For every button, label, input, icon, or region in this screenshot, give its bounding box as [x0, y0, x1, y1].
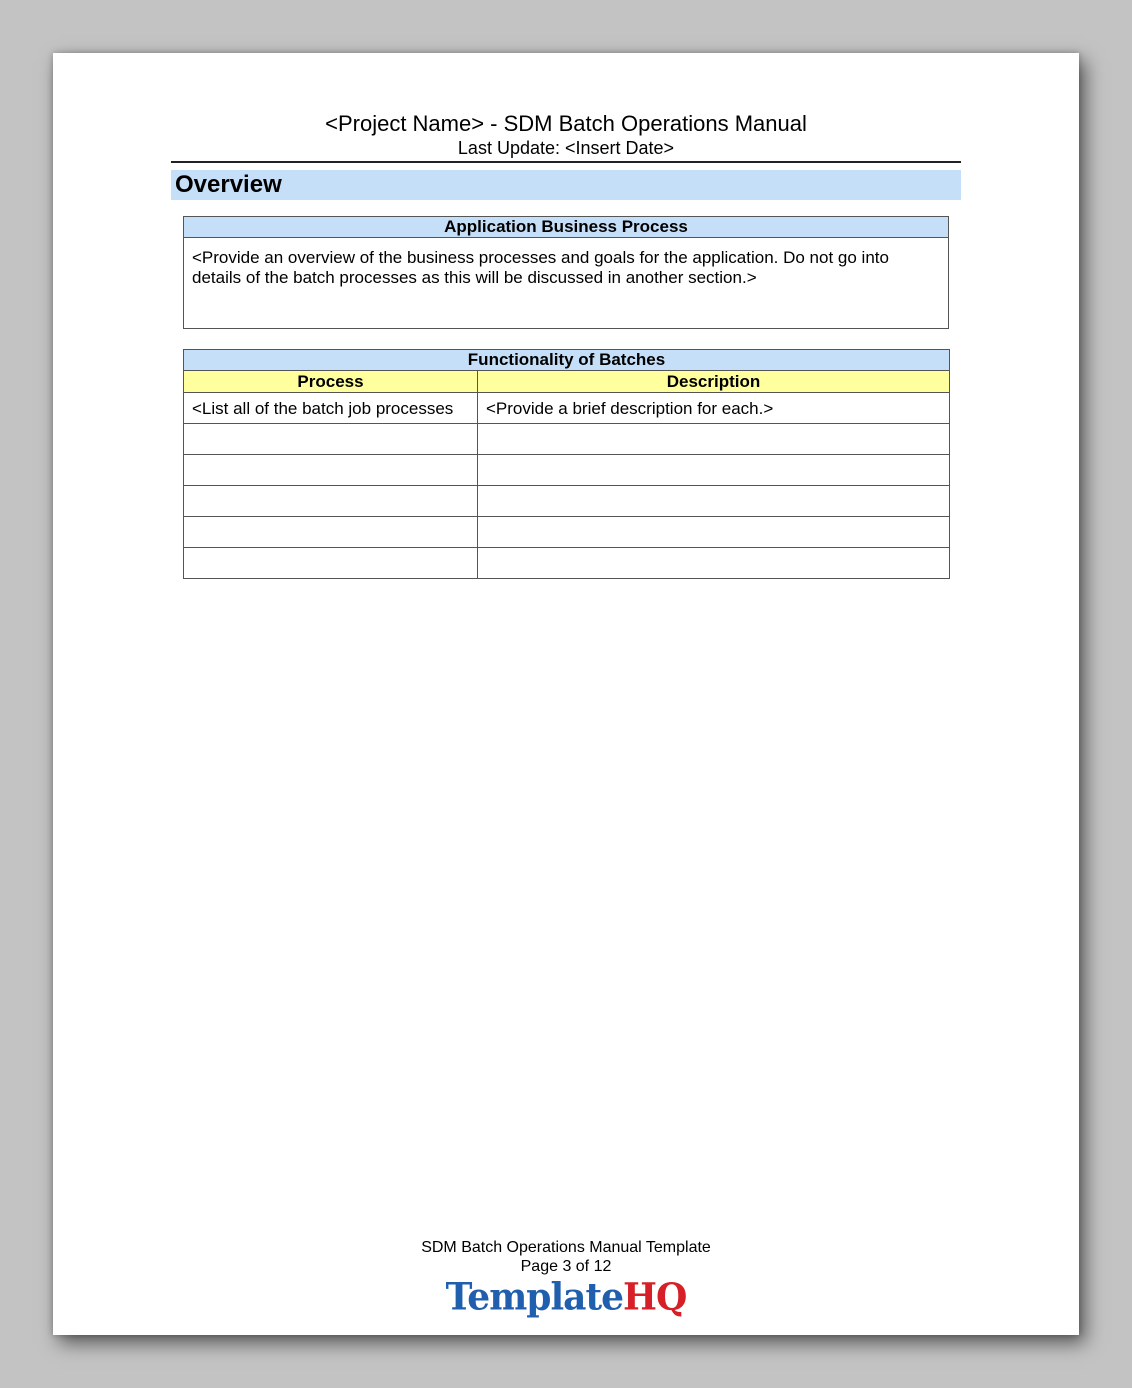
- description-cell: [478, 548, 950, 579]
- table-row: [184, 455, 950, 486]
- logo-text-hq: HQ: [623, 1274, 687, 1320]
- document-page: [53, 53, 1079, 1335]
- process-cell: <List all of the batch job processes: [184, 393, 478, 424]
- table-row: [184, 548, 950, 579]
- table-row: [184, 393, 950, 424]
- abp-table-heading: Application Business Process: [184, 217, 949, 238]
- table-row: [184, 424, 950, 455]
- process-cell: [184, 548, 478, 579]
- column-header-description: Description: [478, 371, 950, 393]
- templatehq-logo: [53, 1274, 1079, 1320]
- table-row: [184, 517, 950, 548]
- abp-table-body: <Provide an overview of the business processes and goals for the application. Do not go into details of the batch processes as this will be discussed in another section.>: [184, 238, 949, 329]
- overview-section-band: [171, 170, 961, 200]
- footer-page-number: Page 3 of 12: [520, 1258, 612, 1275]
- header-divider: [171, 161, 961, 163]
- logo-text-template: Template: [445, 1274, 623, 1320]
- description-cell: [478, 455, 950, 486]
- description-cell: [478, 424, 950, 455]
- description-cell: [478, 517, 950, 548]
- process-cell: [184, 517, 478, 548]
- description-cell: <Provide a brief description for each.>: [478, 393, 950, 424]
- column-header-process: Process: [184, 371, 478, 393]
- last-update-line: Last Update: <Insert Date>: [457, 138, 675, 158]
- footer-document-name: SDM Batch Operations Manual Template: [421, 1239, 711, 1256]
- fob-table-heading: Functionality of Batches: [184, 350, 950, 371]
- table-row: [184, 486, 950, 517]
- application-business-process-table: [183, 216, 949, 329]
- description-cell: [478, 486, 950, 517]
- process-cell: [184, 486, 478, 517]
- section-heading: Overview: [175, 171, 282, 198]
- process-cell: [184, 424, 478, 455]
- functionality-of-batches-table: [183, 349, 950, 579]
- document-title: <Project Name> - SDM Batch Operations Manual: [325, 111, 807, 136]
- process-cell: [184, 455, 478, 486]
